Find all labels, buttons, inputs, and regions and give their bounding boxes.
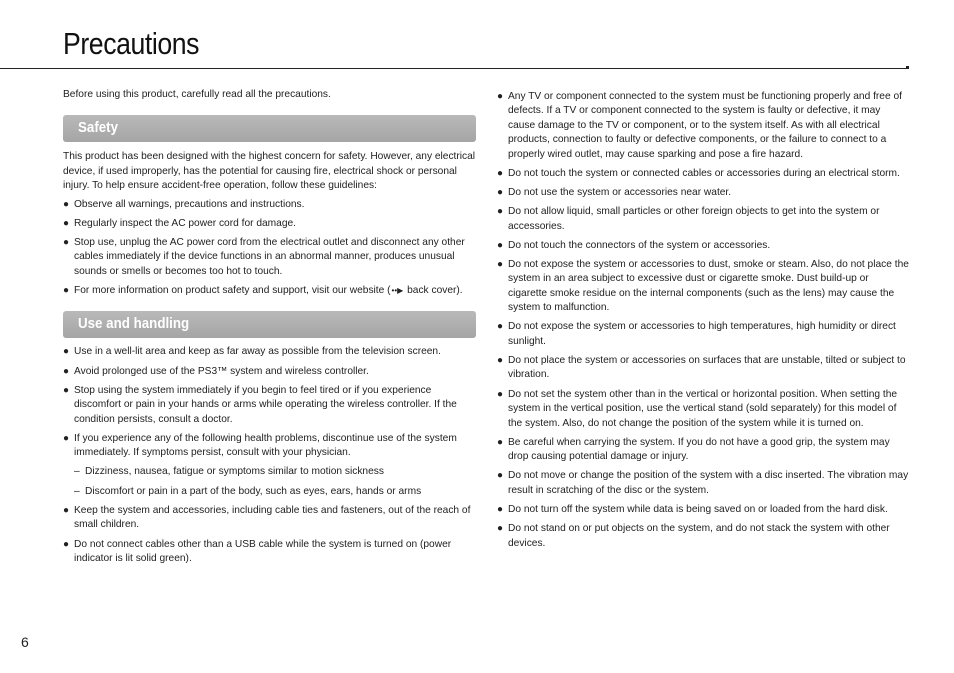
- bullet-icon: ●: [63, 504, 70, 516]
- right-column: [497, 90, 909, 556]
- bullet-icon: ●: [497, 523, 504, 535]
- divider-end-mark: [906, 66, 909, 69]
- list-item: ● Be careful when carrying the system. If you do not have a good grip, the system may drop causing potential damage or injury.: [497, 436, 890, 463]
- list-item: ● Do not stand on or put objects on the system, and do not stack the system with other devices.: [497, 523, 890, 549]
- bullet-icon: ●: [497, 239, 504, 251]
- bullet-icon: ●: [497, 206, 504, 218]
- arrow-reference-icon: ••▶: [391, 286, 404, 296]
- bullet-icon: ●: [63, 237, 70, 249]
- bullet-icon: ●: [63, 285, 70, 297]
- list-item: ● Do not expose the system or accessories to dust, smoke or steam. Also, do not place the system in an area subject to excessive dust or cigarette smoke. Dust build-up or cigarette smoke residue on the internal components (such as the lens) may cause the system to malfunction.: [497, 259, 909, 314]
- list-item: ● Do not allow liquid, small particles or other foreign objects to get into the system or accessories.: [497, 206, 880, 232]
- section-heading-safety: [63, 115, 476, 142]
- list-item: ● Avoid prolonged use of the PS3™ system and wireless controller.: [63, 365, 476, 379]
- dash-icon: –: [74, 466, 80, 478]
- section-heading-label: Safety: [78, 120, 119, 137]
- page-number: 6: [21, 634, 29, 650]
- safety-paragraph: This product has been designed with the highest concern for safety. However, any electrical device, if used improperly, has the potential for causing fire, electrical shock or personal injury. To help ensure accident-free operation, follow these guidelines:: [63, 151, 476, 192]
- bullet-icon: ●: [63, 217, 70, 229]
- list-item: ● Do not expose the system or accessories to high temperatures, high humidity or direct sunlight.: [497, 321, 896, 347]
- list-item: ● Do not turn off the system while data is being saved on or loaded from the hard disk.: [497, 503, 909, 517]
- bullet-icon: ●: [497, 167, 504, 179]
- bullet-icon: ●: [497, 436, 504, 448]
- bullet-icon: ●: [497, 259, 504, 271]
- bullet-icon: ●: [63, 384, 70, 396]
- list-item: ● Observe all warnings, precautions and instructions.: [63, 198, 476, 212]
- bullet-icon: ●: [63, 538, 70, 550]
- list-item: ● For more information on product safety and support, visit our website (••▶ back cover).: [63, 284, 476, 298]
- handling-list-continued: [63, 504, 476, 566]
- list-item: ● Stop using the system immediately if you begin to feel tired or if you experience discomfort or pain in your hands or arms while operating the wireless controller. If the condition persists, consult a doctor.: [63, 384, 457, 425]
- bullet-icon: ●: [63, 365, 70, 377]
- list-item: ● Stop use, unplug the AC power cord from the electrical outlet and disconnect any other cables immediately if the device functions in an abnormal manner, produces unusual sounds or smells or becomes too hot to touch.: [63, 237, 465, 277]
- bullet-icon: ●: [497, 355, 504, 367]
- list-item: ● Use in a well-lit area and keep as far away as possible from the television screen.: [63, 345, 476, 359]
- list-item: – Dizziness, nausea, fatigue or symptoms similar to motion sickness: [74, 465, 476, 479]
- list-item: ● Regularly inspect the AC power cord for damage.: [63, 217, 476, 231]
- section-heading-use-and-handling: [63, 311, 476, 338]
- list-item: ● Do not move or change the position of the system with a disc inserted. The vibration may result in scratching of the disc or the system.: [497, 470, 909, 496]
- bullet-icon: ●: [63, 198, 70, 210]
- list-item: ● Do not touch the connectors of the system or accessories.: [497, 239, 909, 253]
- bullet-icon: ●: [497, 91, 504, 102]
- title-divider: [0, 68, 908, 69]
- bullet-icon: ●: [497, 470, 504, 482]
- page-title: Precautions: [63, 26, 200, 61]
- list-item: ● Keep the system and accessories, including cable ties and fasteners, out of the reach of small children.: [63, 504, 471, 531]
- list-item: ● Do not place the system or accessories on surfaces that are unstable, tilted or subject to vibration.: [497, 355, 906, 381]
- list-item: ● Do not touch the system or connected cables or accessories during an electrical storm.: [497, 167, 909, 181]
- safety-list: [63, 198, 476, 299]
- intro-text: Before using this product, carefully read all the precautions.: [63, 89, 331, 100]
- section-heading-label: Use and handling: [78, 316, 190, 333]
- handling-list: [63, 345, 476, 460]
- symptom-list: [63, 465, 476, 499]
- bullet-icon: ●: [63, 346, 70, 358]
- list-item: ● Do not connect cables other than a USB cable while the system is turned on (power indicator is lit solid green).: [63, 538, 452, 564]
- dash-icon: –: [74, 485, 80, 497]
- list-item: ● Do not set the system other than in the vertical or horizontal position. When setting the system in the vertical position, use the vertical stand (sold separately) for this model of the system. Also, do not change the position of the system while it is turned on.: [497, 388, 898, 429]
- handling-list-right: [497, 90, 909, 551]
- list-item: ● Any TV or component connected to the system must be functioning properly and free of defects. If a TV or component connected to the system is faulty or defective, it may cause damage to the TV or component, or to the system itself. As with all electrical products, connection to faulty or defective components, or the failure to connect to a properly wired outlet, may cause sparking and pose a fire hazard.: [497, 91, 902, 160]
- list-item: ● If you experience any of the following health problems, discontinue use of the system immediately. If symptoms persist, consult with your physician.: [63, 432, 457, 459]
- bullet-icon: ●: [497, 321, 504, 333]
- list-item: ● Do not use the system or accessories near water.: [497, 186, 909, 200]
- bullet-icon: ●: [497, 503, 504, 515]
- left-column: [63, 88, 476, 571]
- bullet-icon: ●: [497, 187, 504, 199]
- bullet-icon: ●: [63, 432, 70, 444]
- bullet-icon: ●: [497, 388, 504, 400]
- list-item: – Discomfort or pain in a part of the body, such as eyes, ears, hands or arms: [74, 485, 476, 499]
